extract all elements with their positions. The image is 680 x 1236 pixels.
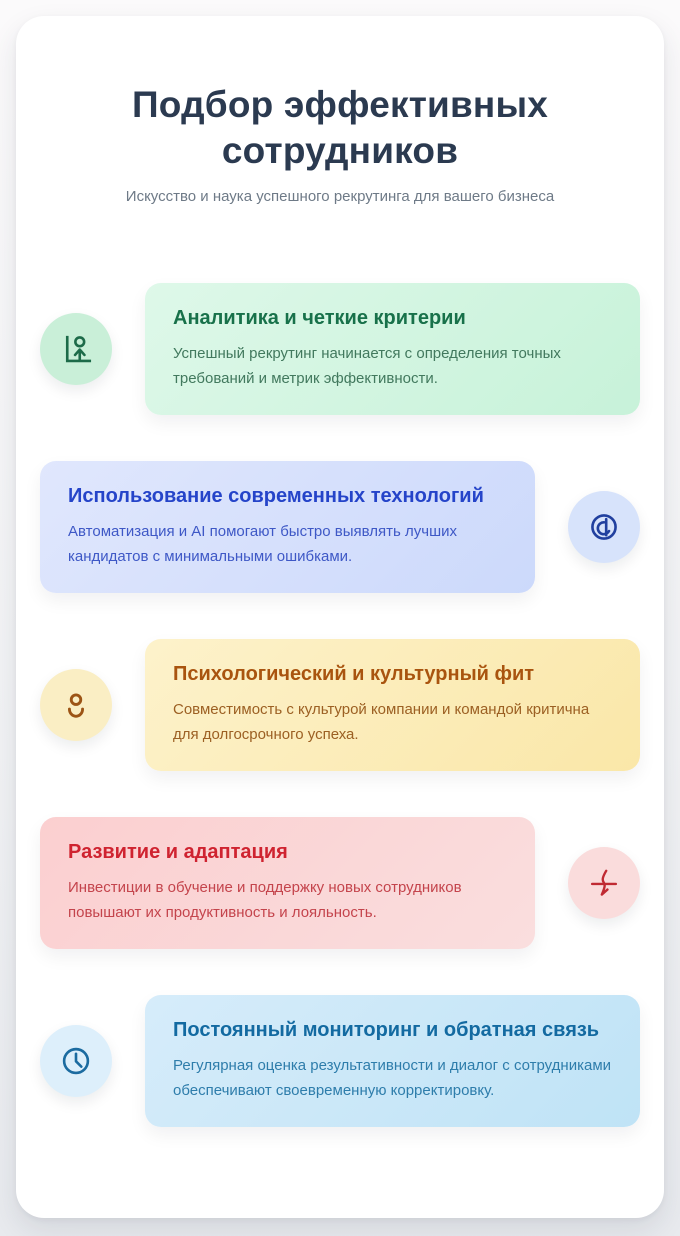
feature-body: Автоматизация и AI помогают быстро выявлять лучших кандидатов с минимальными ошибками. — [68, 523, 457, 565]
feature-card — [145, 639, 640, 771]
feature-row — [16, 461, 664, 593]
power-gauge-icon — [568, 491, 640, 563]
feature-body: Успешный рекрутинг начинается с определения точных требований и метрик эффективности. — [173, 345, 561, 387]
clock-icon — [40, 1025, 112, 1097]
growth-chart-icon — [40, 313, 112, 385]
feature-row — [16, 817, 664, 949]
page-subtitle: Искусство и наука успешного рекрутинга для вашего бизнеса — [125, 188, 555, 205]
feature-list — [16, 283, 664, 1127]
feature-card — [145, 995, 640, 1127]
feature-body: Инвестиции в обучение и поддержку новых сотрудников повышают их продуктивность и лояльность. — [68, 879, 462, 921]
feature-row — [16, 283, 664, 415]
feature-body: Регулярная оценка результативности и диалог с сотрудниками обеспечивают своевременную корректировку. — [173, 1057, 612, 1099]
activity-icon — [568, 847, 640, 919]
feature-card — [145, 283, 640, 415]
feature-title: Аналитика и четкие критерии — [173, 307, 466, 329]
feature-title: Постоянный мониторинг и обратная связь — [173, 1019, 600, 1041]
feature-row — [16, 995, 664, 1127]
feature-row — [16, 639, 664, 771]
page-header — [16, 82, 664, 207]
user-icon — [40, 669, 112, 741]
feature-title: Развитие и адаптация — [68, 841, 288, 863]
feature-card — [40, 817, 535, 949]
feature-body: Совместимость с культурой компании и командой критична для долгосрочного успеха. — [173, 701, 590, 743]
feature-card — [40, 461, 535, 593]
feature-title: Психологический и культурный фит — [173, 663, 535, 685]
feature-title: Использование современных технологий — [68, 485, 484, 507]
page-title: Подбор эффективных сотрудников — [131, 84, 549, 171]
content-card — [16, 16, 664, 1218]
